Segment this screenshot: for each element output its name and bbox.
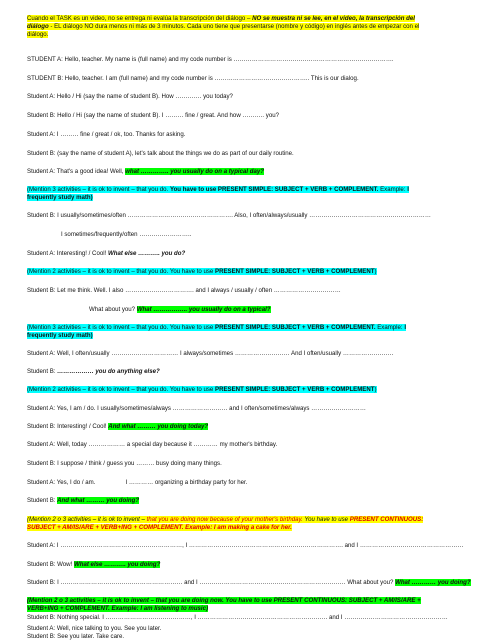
- mention-instruction-6: [27, 597, 427, 613]
- line-text: Student A: Interesting! / Cool!: [27, 250, 108, 257]
- mention-instruction-3: [27, 324, 427, 340]
- line-student-b-goodbye: Student B: See you later. Take care.: [27, 633, 125, 640]
- line-text: Student B: Interesting! / Cool!: [27, 423, 109, 430]
- question-highlight: what ………….. you usually do on a typical day?: [125, 168, 264, 175]
- mention-text: (Mention 3 activities – it is ok to invent – that you do.: [27, 186, 170, 193]
- intro-text: Cuando el TASK es un video, no se entrega ni evalúa la transcripción del diálogo –: [27, 15, 253, 22]
- line-student-a-goodbye: Student A: Well, nice talking to you. See you later.: [27, 625, 162, 632]
- mention-example-label: Example:: [375, 324, 405, 331]
- line-student-a-special-day: Student A: Well, today ……………… a special day because it ………… my mother's birthday.: [27, 441, 278, 448]
- line-text: Student B:: [27, 497, 58, 504]
- line-text: What about you?: [89, 306, 137, 313]
- mention-grammar: PRESENT SIMPLE: SUBJECT + VERB + COMPLEMENT: [215, 268, 375, 275]
- line-text: Student A: Yes, I do / am.: [27, 479, 96, 486]
- line-text: Student B: I …………………………………………………… and I ……………………………………………………………… What about you?: [27, 579, 396, 586]
- line-student-b-think: Student B: Let me think. Well. I also ……………………………. and I always / usually / often ……………………………: [27, 287, 341, 294]
- mention-example: I frequently study math): [27, 324, 407, 340]
- line-student-a-activities: Student A: Well, I often/usually …………………………… I always/sometimes ……………………… And I often/usually …………………….: [27, 350, 394, 357]
- mention-text: (Mention 2 o 3 activities – it is ok to invent – that you are doing now. You have to use PRESENT CONTINUOUS: SUBJECT + AM/IS/ARE + VERB+ING + COMPLEMENT. Example: I am listening to music): [27, 597, 421, 613]
- line-student-b-activities-cont: I sometimes/frequently/often ……………………..: [61, 231, 192, 238]
- question-text: What else ……….. you do?: [107, 250, 186, 257]
- mention-red-text: that you are doing now because of your mother's birthday.: [146, 516, 303, 523]
- line-student-a-what-else: [27, 250, 427, 258]
- intro-text-rest: - EL diálogo NO dura menos ni más de 3 minutos. Cada uno tiene que presentarse (nombre y código) en inglés antes de empezar con el diálogo.: [27, 23, 420, 39]
- mention-close: ): [374, 386, 377, 393]
- line-text: Student B:: [27, 368, 58, 375]
- line-student-b-intro: STUDENT B: Hello, teacher. I am (full name) and my code number is ……………………………………….. This is our dialog.: [27, 75, 359, 82]
- question-highlight: And what ……… you doing?: [57, 497, 140, 504]
- line-student-b-what-about-you: [27, 306, 489, 314]
- line-student-b-anything-else: [27, 368, 427, 376]
- mention-grammar: PRESENT SIMPLE: SUBJECT + VERB + COMPLEMENT: [215, 386, 375, 393]
- line-student-b-busy: Student B: I suppose / think / guess you ……… busy doing many things.: [27, 460, 222, 467]
- mention-grammar: PRESENT SIMPLE: SUBJECT + VERB + COMPLEMENT.: [215, 324, 376, 331]
- mention-text: (Mention 3 activities – it is ok to invent – that you do. You have to use: [27, 324, 216, 331]
- question-highlight: What ………… you doing?: [395, 579, 471, 586]
- mention-text: (Mention 2 activities – it is ok to invent – that you do. You have to use: [27, 386, 216, 393]
- line-student-b-wow: [27, 561, 427, 569]
- line-student-a-party: [27, 479, 427, 487]
- mention-instruction-1: [27, 186, 427, 202]
- line-student-b-activities: Student B: I usually/sometimes/often ……………………………………………. Also, I often/always/usually ……………………………………………………: [27, 212, 431, 219]
- line-student-a-doing-list: Student A: I ……………………………………………………, I …………………………………………………………………. and I ……………………………………………: [27, 542, 464, 549]
- question-highlight: What …………….. you usually do on a typical?: [136, 306, 271, 313]
- question-text: ……………… you do anything else?: [57, 368, 160, 375]
- question-highlight: And what ……… you doing today?: [108, 423, 209, 430]
- line-text: Student A: That's a good idea! Well,: [27, 168, 126, 175]
- mention-text: (Mention 2 activities – it is ok to invent – that you do. You have to use: [27, 268, 216, 275]
- mention-text-mid: You have to use: [302, 516, 350, 523]
- mention-text: (Mention 2 o 3 activities – it is ok to invent –: [27, 516, 147, 523]
- line-student-a-question: [27, 168, 427, 176]
- mention-example: I frequently study math): [27, 186, 409, 202]
- line-student-b-doing: [27, 497, 427, 505]
- line-student-a-fine: Student A: I ……… fine / great / ok, too. Thanks for asking.: [27, 131, 186, 138]
- mention-instruction-2: [27, 268, 427, 276]
- line-student-a-yes: Student A: Yes, I am / do. I usually/sometimes/always ……………………… and I often/sometimes/always ………………………: [27, 405, 366, 412]
- mention-grammar: You have to use PRESENT SIMPLE: SUBJECT + VERB + COMPLEMENT.: [169, 186, 379, 193]
- line-text-rest: I ………… organizing a birthday party for her.: [125, 479, 248, 486]
- line-student-b-doing-list: [27, 579, 471, 587]
- line-student-b-nothing-special: Student B: Nothing special. I ……………………………………, I ………………………………………………………. and I ……………………………………………: [27, 614, 448, 621]
- mention-example: I am making a cake for her.: [212, 524, 292, 532]
- question-highlight: What else ……….. you doing?: [73, 561, 161, 568]
- line-student-a-intro: STUDENT A: Hello, teacher. My name is (full name) and my code number is …………………………………………………………………….: [27, 56, 394, 63]
- line-student-b-today: [27, 423, 427, 431]
- mention-grammar: PRESENT CONTINUOUS: SUBJECT + AM/IS/ARE + VERB+ING + COMPLEMENT. Example:: [27, 516, 424, 532]
- line-student-a-greeting: Student A: Hello / Hi (say the name of student B). How …………. you today?: [27, 93, 233, 100]
- intro-emphasis: NO se muestra ni se lee, en el video, la transcripción del diálogo: [27, 15, 415, 31]
- mention-instruction-4: [27, 386, 427, 394]
- mention-close: ): [374, 268, 377, 275]
- mention-example-label: Example:: [378, 186, 408, 193]
- line-student-b-greeting: Student B: Hello / Hi (say the name of student B). I ……… fine / great. And how ……….. you?: [27, 112, 279, 119]
- mention-instruction-5: [27, 516, 427, 532]
- line-text: Student B: Wow!: [27, 561, 74, 568]
- line-student-b-routine: Student B: (say the name of student A), let's talk about the things we do as part of our daily routine.: [27, 150, 294, 157]
- intro-instructions: [27, 15, 427, 40]
